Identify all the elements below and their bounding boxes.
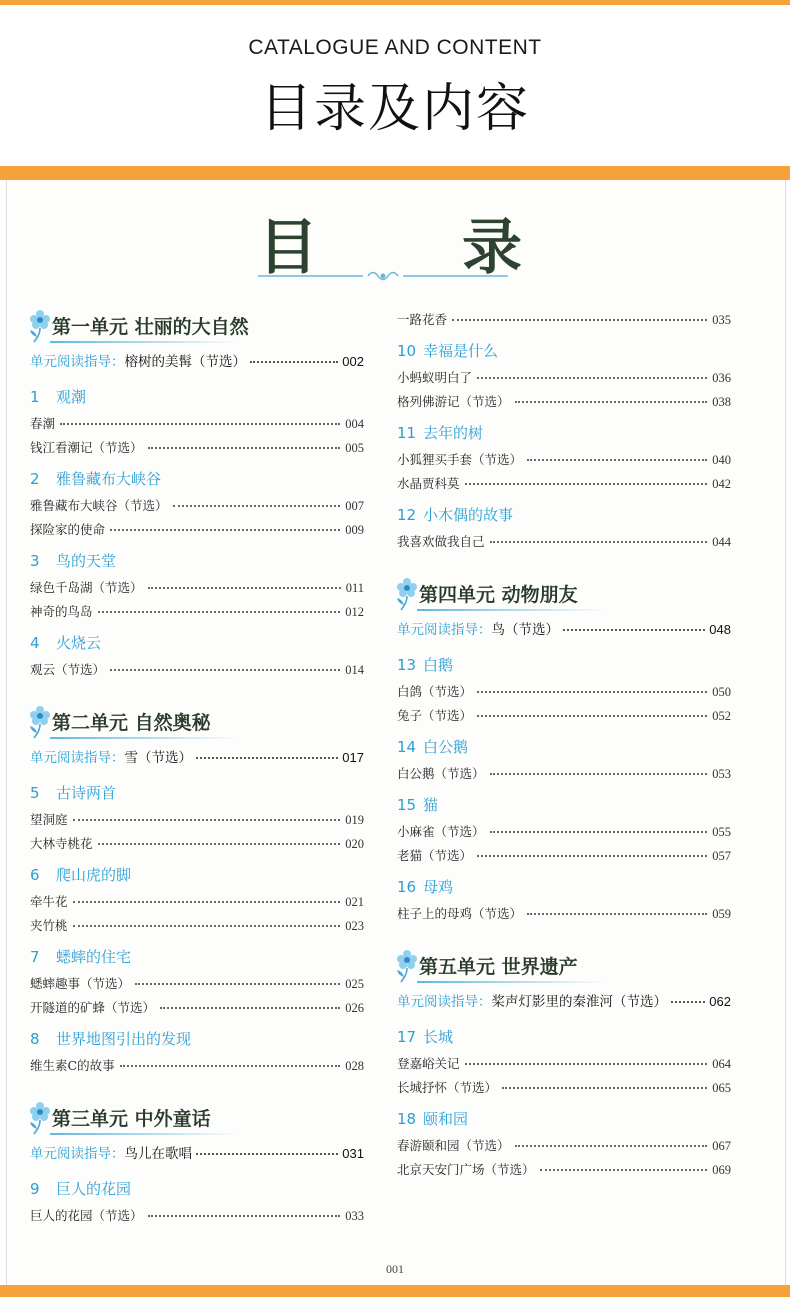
page-ref: 065 [712, 1081, 731, 1095]
unit-reading-guide [30, 350, 364, 370]
dot-leader [671, 1001, 705, 1003]
entry-title: 老猫（节选） [397, 848, 473, 863]
toc-entry [397, 682, 731, 700]
header-chinese-title: 目录及内容 [259, 79, 530, 139]
page-ref: 020 [345, 837, 364, 851]
entry-title: 春游颐和园（节选） [397, 1138, 510, 1153]
toc-entry [397, 310, 731, 328]
toc-entry [30, 520, 364, 538]
page-ref: 007 [345, 499, 364, 513]
unit-reading-guide [30, 1142, 364, 1162]
page-ref: 059 [712, 907, 731, 921]
lesson-heading [30, 386, 86, 407]
lesson-number: 12 [397, 506, 417, 524]
unit-title: 第一单元 壮丽的大自然 [52, 316, 249, 338]
unit-reading-guide [30, 746, 364, 766]
flower-icon [28, 308, 52, 344]
entry-title: 绿色千岛湖（节选） [30, 580, 143, 595]
lesson-number: 18 [397, 1110, 417, 1128]
lesson-heading [397, 422, 483, 443]
toc-entry [30, 998, 364, 1016]
lesson-title: 白鹅 [423, 656, 454, 674]
unit-heading [30, 1100, 364, 1140]
dot-leader [73, 819, 341, 821]
entry-title: 巨人的花园（节选） [30, 1208, 143, 1223]
header-english-title: CATALOGUE AND CONTENT [248, 36, 542, 59]
unit-reading-guide [397, 990, 731, 1010]
page-ref: 064 [712, 1057, 731, 1071]
toc-entry [30, 974, 364, 992]
toc-entry [397, 846, 731, 864]
dot-leader [563, 629, 705, 631]
entry-title: 观云（节选） [30, 662, 106, 677]
entry-title: 钱江看潮记（节选） [30, 440, 143, 455]
dot-leader [515, 401, 708, 403]
entry-title: 登嘉峪关记 [397, 1056, 460, 1071]
page-ref: 036 [712, 371, 731, 385]
dot-leader [110, 529, 340, 531]
unit-title: 第三单元 中外童话 [52, 1108, 211, 1130]
lesson-heading [30, 1028, 191, 1049]
unit-underline [417, 981, 607, 983]
toc-entry [397, 532, 731, 550]
lesson-heading [397, 504, 513, 525]
toc-title-char-2: 录 [462, 213, 522, 283]
lesson-title: 火烧云 [56, 634, 102, 652]
lesson-number: 9 [30, 1180, 40, 1198]
entry-title: 牵牛花 [30, 894, 68, 909]
unit-underline [50, 737, 240, 739]
lesson-number: 6 [30, 866, 40, 884]
page-ref: 044 [712, 535, 731, 549]
dot-leader [477, 855, 707, 857]
entry-title: 开隧道的矿蜂（节选） [30, 1000, 156, 1015]
dot-leader [196, 757, 338, 759]
entry-title: 格列佛游记（节选） [397, 394, 510, 409]
toc-entry [30, 602, 364, 620]
guide-label: 单元阅读指导： [30, 354, 125, 370]
page-ref: 062 [709, 994, 731, 1009]
entry-title: 长城抒怀（节选） [397, 1080, 498, 1095]
page-ref: 042 [712, 477, 731, 491]
toc-entry [30, 414, 364, 432]
dot-leader [477, 715, 707, 717]
guide-title: 鸟（节选） [491, 622, 559, 638]
dot-leader [490, 831, 708, 833]
dot-leader [527, 459, 707, 461]
page-ref: 025 [345, 977, 364, 991]
lesson-number: 15 [397, 796, 417, 814]
dot-leader [98, 611, 341, 613]
page-ref: 021 [345, 895, 364, 909]
dot-leader [477, 691, 707, 693]
lesson-number: 8 [30, 1030, 40, 1048]
lesson-number: 5 [30, 784, 40, 802]
page-ref: 050 [712, 685, 731, 699]
page-ref: 031 [342, 1146, 364, 1161]
entry-title: 望洞庭 [30, 812, 68, 827]
lesson-heading [30, 864, 131, 885]
dot-leader [60, 423, 340, 425]
lesson-number: 14 [397, 738, 417, 756]
toc-entry [30, 1206, 364, 1224]
dot-leader [465, 483, 708, 485]
toc-entry [30, 578, 364, 596]
dot-leader [148, 587, 341, 589]
lesson-heading [397, 794, 438, 815]
dot-leader [148, 447, 341, 449]
entry-title: 水晶贾科莫 [397, 476, 460, 491]
lesson-number: 17 [397, 1028, 417, 1046]
lesson-heading [397, 654, 453, 675]
lesson-number: 7 [30, 948, 40, 966]
entry-title: 一路花香 [397, 312, 448, 327]
toc-entry [397, 474, 731, 492]
page-number: 001 [386, 1262, 404, 1276]
lesson-heading [397, 736, 468, 757]
page-ref: 002 [342, 354, 364, 369]
lesson-number: 10 [397, 342, 417, 360]
lesson-title: 世界地图引出的发现 [56, 1030, 192, 1048]
lesson-number: 4 [30, 634, 40, 652]
lesson-title: 小木偶的故事 [423, 506, 514, 524]
dot-leader [120, 1065, 341, 1067]
unit-underline [50, 1133, 240, 1135]
entry-title: 小狐狸买手套（节选） [397, 452, 523, 467]
lesson-title: 鸟的天堂 [56, 552, 117, 570]
lesson-title: 去年的树 [423, 424, 484, 442]
toc-entry [397, 1160, 731, 1178]
unit-heading [30, 308, 364, 348]
entry-title: 我喜欢做我自己 [397, 534, 485, 549]
dot-leader [515, 1145, 708, 1147]
dot-leader [502, 1087, 707, 1089]
entry-title: 夹竹桃 [30, 918, 68, 933]
dot-leader [98, 843, 341, 845]
unit-reading-guide [397, 618, 731, 638]
lesson-heading [397, 1108, 468, 1129]
toc-entry [397, 368, 731, 386]
dot-leader [73, 901, 341, 903]
toc-entry [397, 822, 731, 840]
entry-title: 白公鹅（节选） [397, 766, 485, 781]
page-ref: 028 [345, 1059, 364, 1073]
lesson-title: 幸福是什么 [423, 342, 499, 360]
dot-leader [477, 377, 707, 379]
page-ref: 033 [345, 1209, 364, 1223]
guide-label: 单元阅读指导： [397, 994, 492, 1010]
lesson-number: 2 [30, 470, 40, 488]
unit-heading [30, 704, 364, 744]
flower-icon [395, 576, 419, 612]
entry-title: 雅鲁藏布大峡谷（节选） [30, 498, 168, 513]
toc-entry [30, 892, 364, 910]
page-ref: 017 [342, 750, 364, 765]
flower-icon [28, 1100, 52, 1136]
page-ref: 038 [712, 395, 731, 409]
toc-entry [30, 660, 364, 678]
toc-entry [30, 834, 364, 852]
guide-label: 单元阅读指导： [397, 622, 492, 638]
toc-entry [30, 1056, 364, 1074]
toc-entry [30, 916, 364, 934]
lesson-heading [30, 468, 161, 489]
page-ref: 057 [712, 849, 731, 863]
page-ref: 055 [712, 825, 731, 839]
page-ref: 067 [712, 1139, 731, 1153]
toc-entry [397, 1054, 731, 1072]
page-ref: 026 [345, 1001, 364, 1015]
page-ref: 023 [345, 919, 364, 933]
dot-leader [540, 1169, 708, 1171]
guide-title: 桨声灯影里的秦淮河（节选） [491, 994, 667, 1010]
toc-entry [397, 904, 731, 922]
lesson-title: 蟋蟀的住宅 [56, 948, 132, 966]
unit-title: 第二单元 自然奥秘 [52, 712, 211, 734]
dot-leader [173, 505, 341, 507]
dot-leader [148, 1215, 341, 1217]
entry-title: 小麻雀（节选） [397, 824, 485, 839]
lesson-title: 观潮 [56, 388, 87, 406]
dot-leader [160, 1007, 340, 1009]
unit-heading [397, 948, 731, 988]
entry-title: 小蚂蚁明白了 [397, 370, 473, 385]
entry-title: 大林寺桃花 [30, 836, 93, 851]
page-ref: 014 [345, 663, 364, 677]
page-ref: 035 [712, 313, 731, 327]
dot-leader [452, 319, 707, 321]
toc-entry [397, 706, 731, 724]
flower-icon [28, 704, 52, 740]
page-ref: 069 [712, 1163, 731, 1177]
page-ref: 040 [712, 453, 731, 467]
dot-leader [250, 361, 338, 363]
guide-label: 单元阅读指导： [30, 750, 125, 766]
page-ref: 005 [345, 441, 364, 455]
entry-title: 神奇的鸟岛 [30, 604, 93, 619]
toc-entry [397, 1136, 731, 1154]
lesson-title: 巨人的花园 [56, 1180, 132, 1198]
lesson-heading [30, 946, 131, 967]
lesson-title: 爬山虎的脚 [56, 866, 132, 884]
guide-title: 雪（节选） [124, 750, 192, 766]
entry-title: 蟋蟀趣事（节选） [30, 976, 131, 991]
mid-orange-bar [0, 166, 790, 180]
lesson-heading [30, 550, 116, 571]
dot-leader [527, 913, 707, 915]
toc-entry [30, 496, 364, 514]
dot-leader [73, 925, 341, 927]
entry-title: 白鸽（节选） [397, 684, 473, 699]
dot-leader [490, 541, 708, 543]
toc-entry [397, 764, 731, 782]
entry-title: 北京天安门广场（节选） [397, 1162, 535, 1177]
toc-entry [30, 810, 364, 828]
page-ref: 011 [345, 581, 364, 595]
toc-entry [397, 1078, 731, 1096]
flower-icon [395, 948, 419, 984]
entry-title: 兔子（节选） [397, 708, 473, 723]
entry-title: 柱子上的母鸡（节选） [397, 906, 523, 921]
lesson-heading [397, 1026, 453, 1047]
toc-title-char-1: 目 [258, 213, 318, 283]
page-ref: 053 [712, 767, 731, 781]
lesson-number: 13 [397, 656, 417, 674]
unit-title: 第五单元 世界遗产 [419, 956, 578, 978]
dot-leader [490, 773, 708, 775]
page-ref: 052 [712, 709, 731, 723]
bottom-orange-bar [0, 1285, 790, 1297]
toc-entry [30, 438, 364, 456]
lesson-number: 11 [397, 424, 417, 442]
lesson-heading [397, 876, 453, 897]
lesson-number: 16 [397, 878, 417, 896]
page-ref: 004 [345, 417, 364, 431]
unit-heading [397, 576, 731, 616]
guide-title: 鸟儿在歌唱 [124, 1146, 192, 1162]
lesson-heading [397, 340, 498, 361]
lesson-title: 猫 [423, 796, 439, 814]
lesson-title: 白公鹅 [423, 738, 469, 756]
lesson-number: 1 [30, 388, 40, 406]
guide-label: 单元阅读指导： [30, 1146, 125, 1162]
lesson-title: 颐和园 [423, 1110, 469, 1128]
unit-underline [417, 609, 607, 611]
page-ref: 012 [345, 605, 364, 619]
unit-title: 第四单元 动物朋友 [419, 584, 578, 606]
lesson-heading [30, 632, 101, 653]
page-ref: 048 [709, 622, 731, 637]
page-ref: 009 [345, 523, 364, 537]
unit-underline [50, 341, 240, 343]
dot-leader [110, 669, 340, 671]
top-orange-bar [0, 0, 790, 5]
entry-title: 春潮 [30, 416, 56, 431]
lesson-heading [30, 1178, 131, 1199]
page-ref: 019 [345, 813, 364, 827]
lesson-number: 3 [30, 552, 40, 570]
lesson-heading [30, 782, 116, 803]
toc-entry [397, 392, 731, 410]
lesson-title: 长城 [423, 1028, 454, 1046]
lesson-title: 母鸡 [423, 878, 454, 896]
dot-leader [196, 1153, 338, 1155]
title-ornament-rule [258, 268, 508, 284]
entry-title: 探险家的使命 [30, 522, 106, 537]
entry-title: 维生素C的故事 [30, 1058, 115, 1073]
lesson-title: 雅鲁藏布大峡谷 [56, 470, 162, 488]
dot-leader [465, 1063, 708, 1065]
toc-entry [397, 450, 731, 468]
dot-leader [135, 983, 340, 985]
lesson-title: 古诗两首 [56, 784, 117, 802]
guide-title: 榕树的美髯（节选） [124, 354, 246, 370]
